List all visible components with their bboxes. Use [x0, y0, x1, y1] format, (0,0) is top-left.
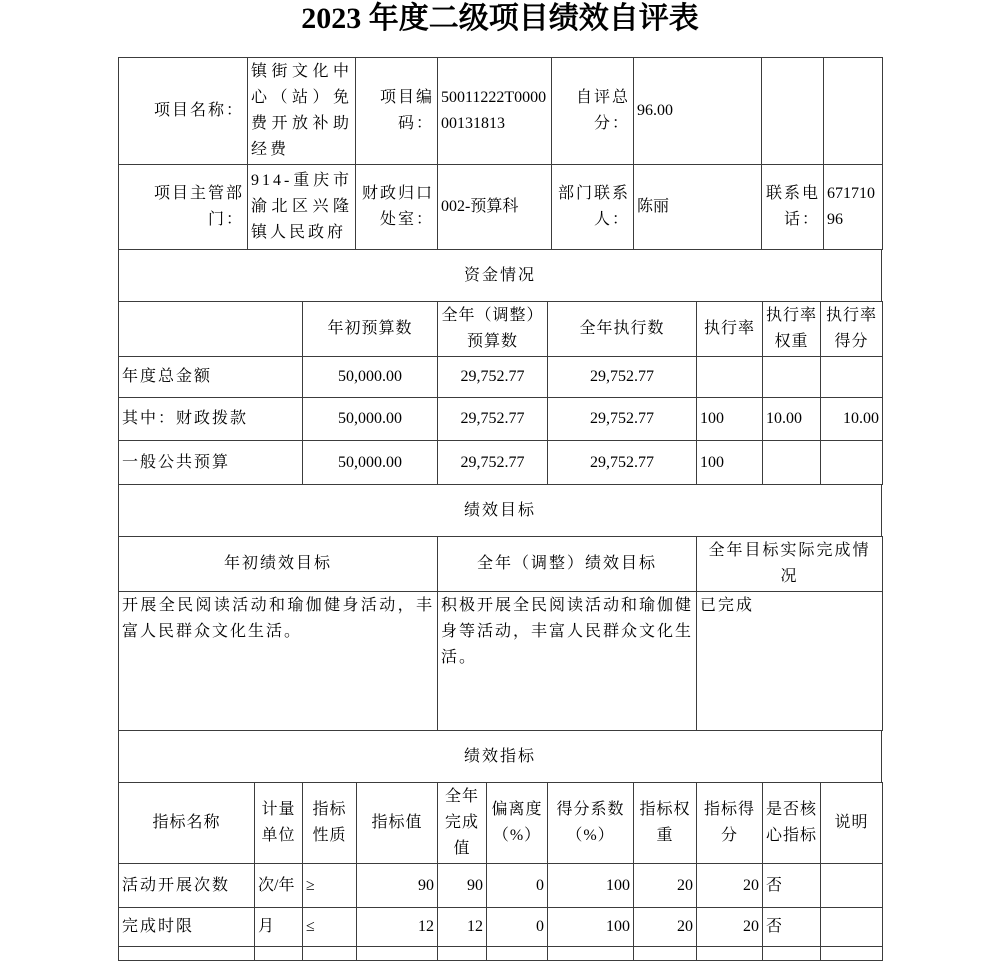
goals-header-row [119, 537, 883, 592]
indicator-target: 12 [357, 908, 438, 947]
goal-adjusted-text: 积极开展全民阅读活动和瑜伽健身等活动，丰富人民群众文化生活。 [438, 592, 697, 731]
project-name-value: 镇街文化中心（站）免费开放补助经费 [248, 58, 356, 165]
indicator-is-core: 否 [763, 908, 821, 947]
funding-row-total [119, 357, 883, 398]
funding-executed: 29,752.77 [548, 357, 697, 398]
funding-header-rate-score: 执行率得分 [821, 302, 883, 357]
indicator-row [119, 908, 883, 947]
info-empty-cell-2 [824, 58, 883, 165]
funding-header-adjusted-budget: 全年（调整）预算数 [438, 302, 548, 357]
goals-header-initial: 年初绩效目标 [119, 537, 438, 592]
funding-initial-budget: 50,000.00 [303, 441, 438, 485]
indicator-header-target: 指标值 [357, 783, 438, 864]
info-table [118, 57, 883, 250]
indicator-score-coef: 100 [548, 908, 634, 947]
goals-header-actual: 全年目标实际完成情况 [697, 537, 883, 592]
funding-rate-score [821, 357, 883, 398]
indicator-score: 20 [697, 864, 763, 908]
funding-header-rate-weight: 执行率权重 [763, 302, 821, 357]
goals-table [118, 536, 883, 731]
funding-rate: 100 [697, 398, 763, 441]
funding-header-initial-budget: 年初预算数 [303, 302, 438, 357]
indicator-header-is-core: 是否核心指标 [763, 783, 821, 864]
goal-actual-text: 已完成 [697, 592, 883, 731]
funding-section-title: 资金情况 [119, 250, 882, 302]
indicator-header-score-coef: 得分系数（%） [548, 783, 634, 864]
indicator-header-deviation: 偏离度（%） [487, 783, 548, 864]
goals-section-title-row [119, 485, 882, 537]
indicator-score: 20 [697, 908, 763, 947]
indicator-header-nature: 指标性质 [303, 783, 357, 864]
indicators-table [118, 782, 883, 961]
funding-rate-score [821, 441, 883, 485]
info-row-2 [119, 165, 883, 250]
dept-label: 项目主管部门： [119, 165, 248, 250]
funding-initial-budget: 50,000.00 [303, 398, 438, 441]
indicator-unit: 月 [255, 908, 303, 947]
indicator-name: 活动开展次数 [119, 864, 255, 908]
self-score-value: 96.00 [634, 58, 762, 165]
funding-row-label: 其中：财政拨款 [119, 398, 303, 441]
goal-initial-text: 开展全民阅读活动和瑜伽健身活动，丰富人民群众文化生活。 [119, 592, 438, 731]
indicator-unit: 次/年 [255, 864, 303, 908]
dept-value: 914-重庆市渝北区兴隆镇人民政府 [248, 165, 356, 250]
indicator-is-core: 否 [763, 864, 821, 908]
funding-executed: 29,752.77 [548, 398, 697, 441]
project-name-label: 项目名称： [119, 58, 248, 165]
indicator-weight: 20 [634, 908, 697, 947]
funding-rate-weight [763, 357, 821, 398]
indicator-weight: 20 [634, 864, 697, 908]
funding-executed: 29,752.77 [548, 441, 697, 485]
page-title: 2023 年度二级项目绩效自评表 [301, 2, 699, 35]
finance-office-value: 002-预算科 [438, 165, 552, 250]
funding-header-executed: 全年执行数 [548, 302, 697, 357]
funding-adjusted-budget: 29,752.77 [438, 398, 548, 441]
indicator-completed: 12 [438, 908, 487, 947]
indicator-header-weight: 指标权重 [634, 783, 697, 864]
indicator-nature: ≤ [303, 908, 357, 947]
indicator-header-note: 说明 [821, 783, 883, 864]
indicators-section [118, 730, 882, 783]
goals-header-adjusted: 全年（调整）绩效目标 [438, 537, 697, 592]
funding-initial-budget: 50,000.00 [303, 357, 438, 398]
funding-row-public-budget [119, 441, 883, 485]
indicator-note [821, 864, 883, 908]
indicator-row [119, 864, 883, 908]
funding-row-label: 年度总金额 [119, 357, 303, 398]
indicator-deviation: 0 [487, 908, 548, 947]
funding-row-label: 一般公共预算 [119, 441, 303, 485]
form-table [118, 57, 882, 961]
indicators-header-row [119, 783, 883, 864]
indicator-header-unit: 计量单位 [255, 783, 303, 864]
funding-adjusted-budget: 29,752.77 [438, 441, 548, 485]
funding-table [118, 301, 883, 485]
funding-rate-score: 10.00 [821, 398, 883, 441]
indicator-name: 完成时限 [119, 908, 255, 947]
funding-rate-weight [763, 441, 821, 485]
phone-label: 联系电话： [762, 165, 824, 250]
indicator-header-name: 指标名称 [119, 783, 255, 864]
funding-rate [697, 357, 763, 398]
funding-header-rate: 执行率 [697, 302, 763, 357]
info-row-1 [119, 58, 883, 165]
indicators-section-title: 绩效指标 [119, 731, 882, 783]
funding-section-title-row [119, 250, 882, 302]
indicator-target: 90 [357, 864, 438, 908]
project-code-label: 项目编码： [356, 58, 438, 165]
indicator-header-score: 指标得分 [697, 783, 763, 864]
goals-section-title: 绩效目标 [119, 485, 882, 537]
phone-value: 67171096 [824, 165, 883, 250]
contact-value: 陈丽 [634, 165, 762, 250]
info-empty-cell-1 [762, 58, 824, 165]
indicator-deviation: 0 [487, 864, 548, 908]
indicator-row-partial [119, 947, 883, 961]
contact-label: 部门联系人： [552, 165, 634, 250]
funding-rate-weight: 10.00 [763, 398, 821, 441]
goals-section [118, 484, 882, 537]
indicators-section-title-row [119, 731, 882, 783]
project-code-value: 50011222T000000131813 [438, 58, 552, 165]
funding-rate: 100 [697, 441, 763, 485]
self-score-label: 自评总分： [552, 58, 634, 165]
indicator-score-coef: 100 [548, 864, 634, 908]
finance-office-label: 财政归口处室： [356, 165, 438, 250]
indicator-note [821, 908, 883, 947]
indicator-nature: ≥ [303, 864, 357, 908]
goals-content-row [119, 592, 883, 731]
indicator-completed: 90 [438, 864, 487, 908]
indicator-header-completed: 全年完成值 [438, 783, 487, 864]
funding-section [118, 249, 882, 302]
funding-header-blank [119, 302, 303, 357]
funding-adjusted-budget: 29,752.77 [438, 357, 548, 398]
funding-header-row [119, 302, 883, 357]
funding-row-fiscal [119, 398, 883, 441]
